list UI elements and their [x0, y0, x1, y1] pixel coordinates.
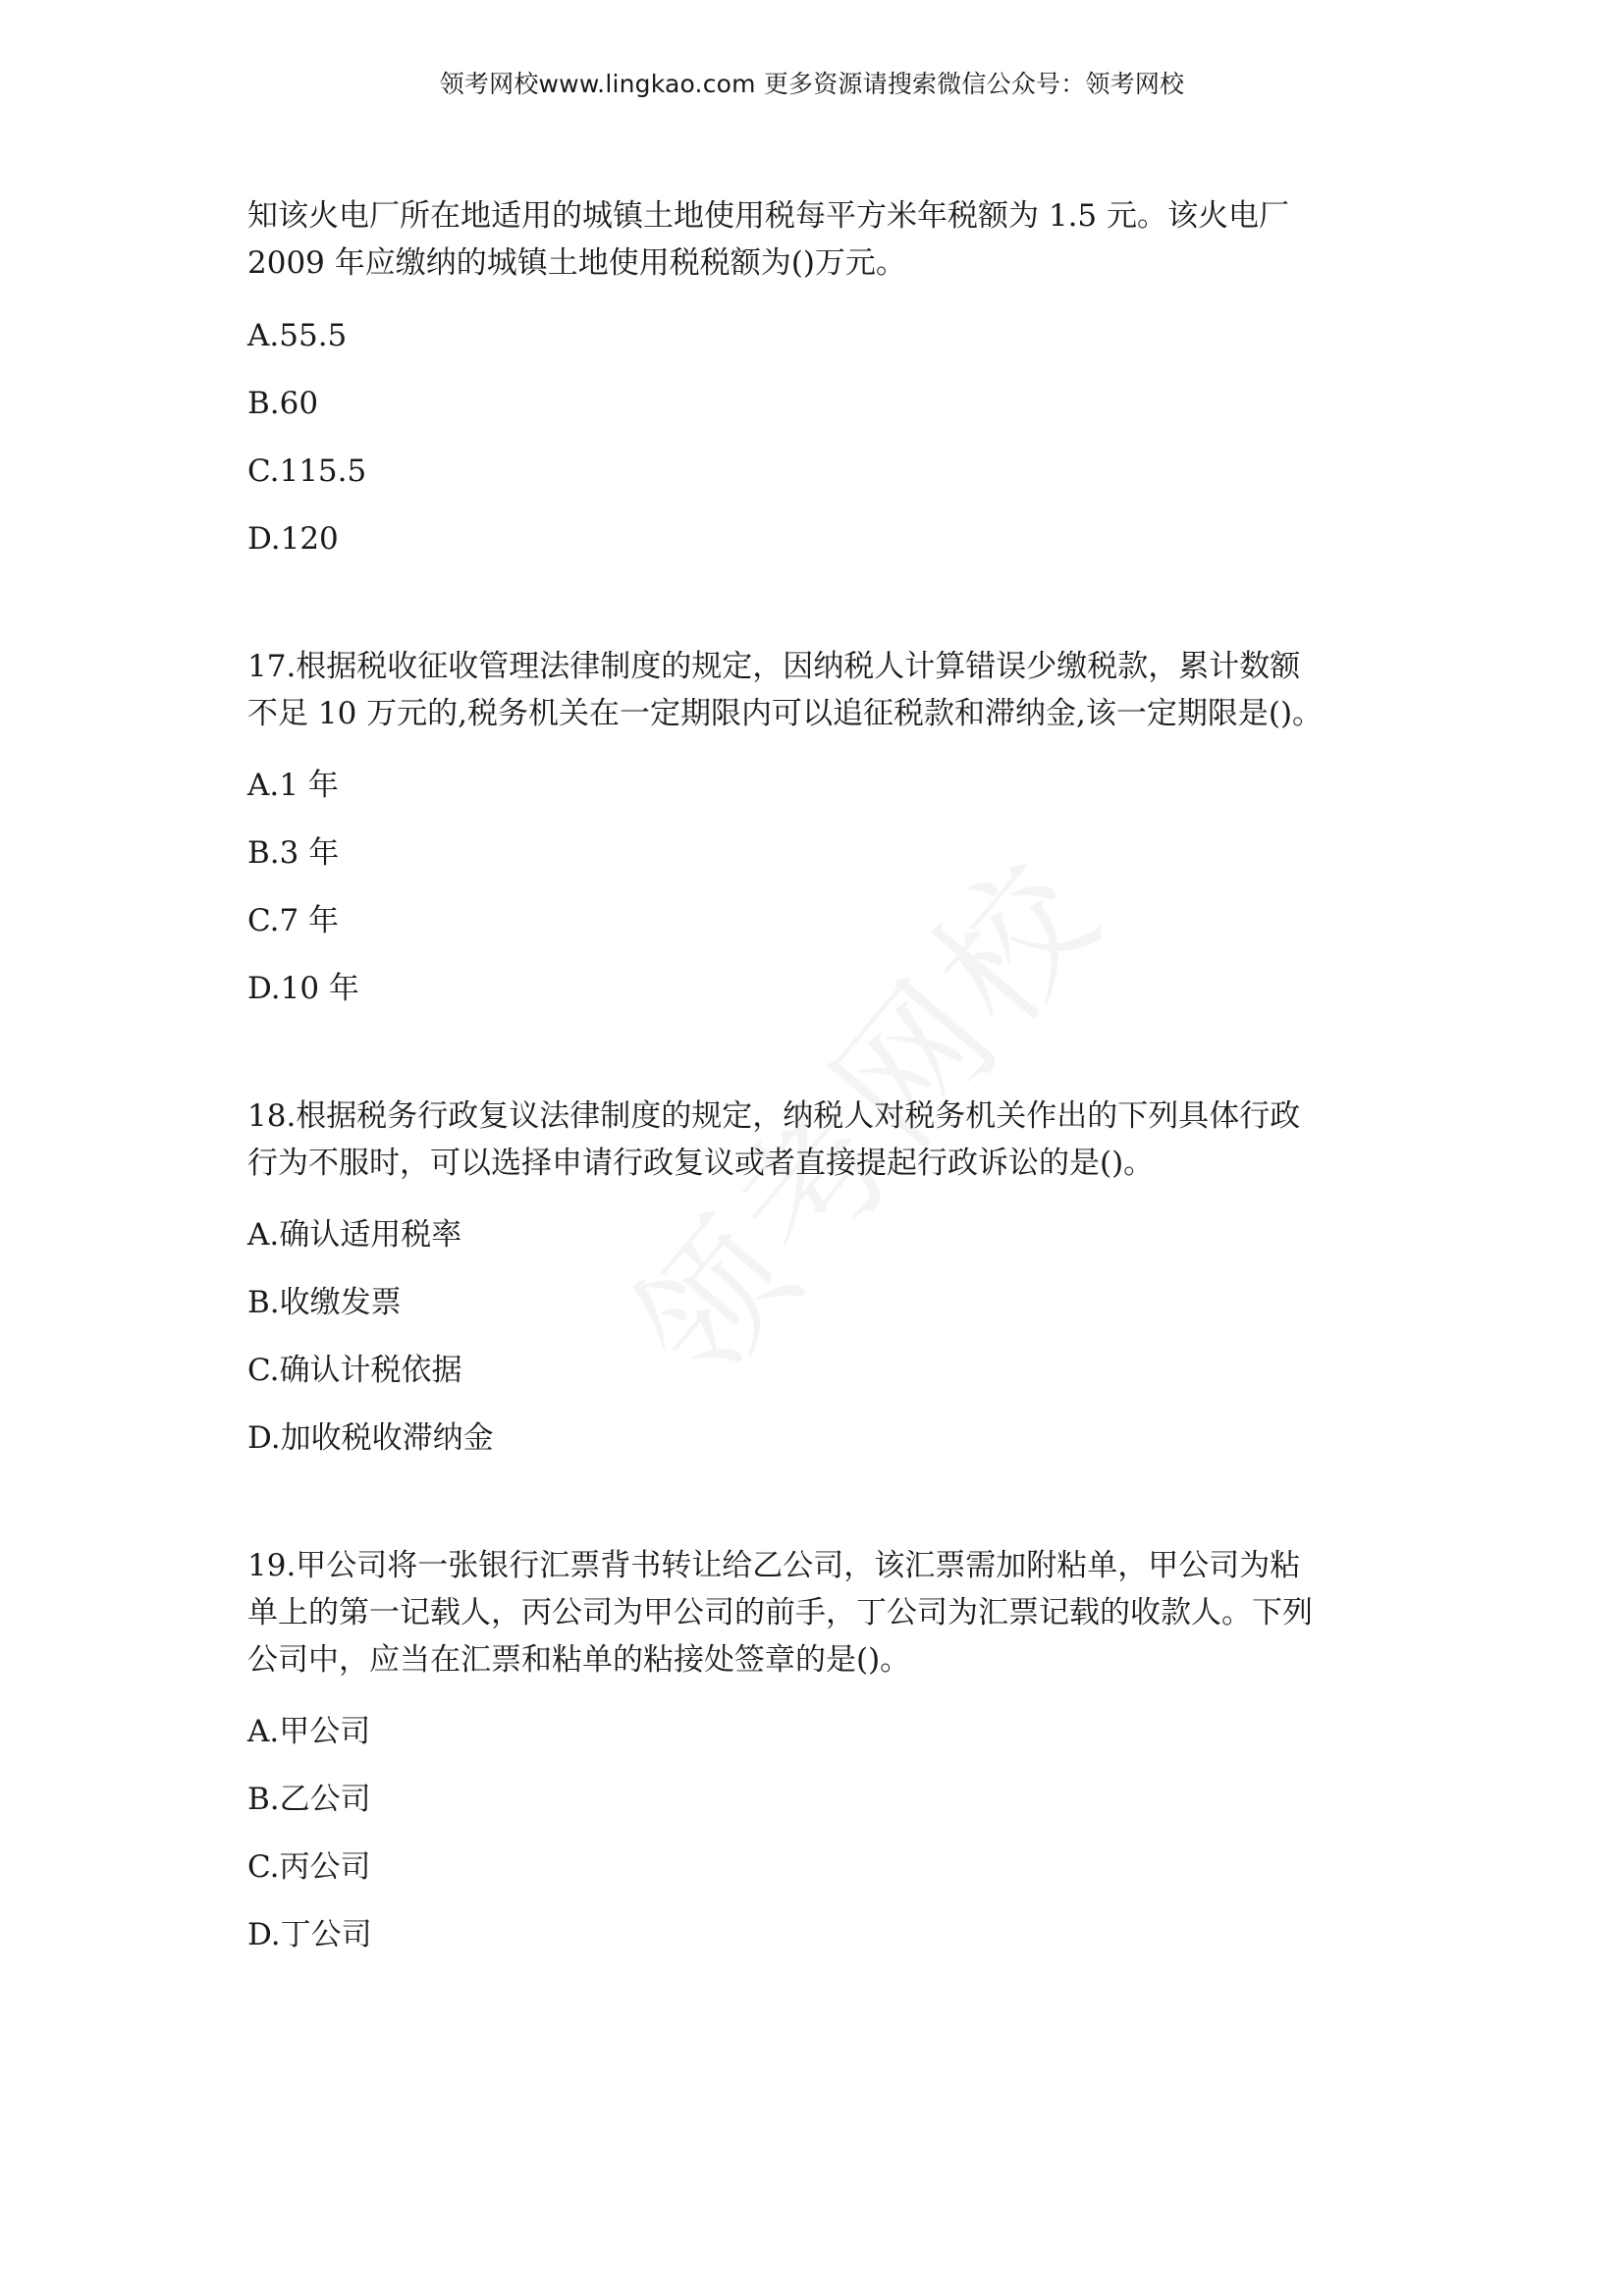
page-header: 领考网校www.lingkao.com 更多资源请搜索微信公众号：领考网校 — [439, 70, 1185, 98]
question-stem-line: 单上的第一记载人，丙公司为甲公司的前手，丁公司为汇票记载的收款人。下列 — [247, 1595, 1313, 1630]
question-18 — [247, 1093, 1406, 1458]
option-a: A.确认适用税率 — [247, 1217, 462, 1253]
option-b: B.60 — [247, 386, 319, 421]
question-stem-line: 2009 年应缴纳的城镇土地使用税税额为()万元。 — [247, 245, 906, 281]
question-stem-line: 18.根据税务行政复议法律制度的规定，纳税人对税务机关作出的下列具体行政 — [247, 1098, 1301, 1134]
option-c: C.确认计税依据 — [247, 1353, 462, 1388]
question-stem-line: 行为不服时，可以选择申请行政复议或者直接提起行政诉讼的是()。 — [247, 1146, 1155, 1181]
option-d: D.10 年 — [247, 971, 359, 1006]
question-stem-line: 知该火电厂所在地适用的城镇土地使用税每平方米年税额为 1.5 元。该火电厂 — [247, 198, 1290, 234]
document-body — [247, 192, 1406, 1954]
question-stem-line: 17.根据税收征收管理法律制度的规定，因纳税人计算错误少缴税款，累计数额 — [247, 649, 1301, 684]
question-stem-line: 19.甲公司将一张银行汇票背书转让给乙公司，该汇票需加附粘单，甲公司为粘 — [247, 1548, 1301, 1583]
option-b: B.乙公司 — [247, 1782, 371, 1817]
option-d: D.120 — [247, 521, 339, 557]
question-17 — [247, 643, 1406, 1008]
question-stem-line: 不足 10 万元的,税务机关在一定期限内可以追征税款和滞纳金,该一定期限是()。 — [247, 696, 1324, 731]
question-19 — [247, 1542, 1406, 1954]
option-d: D.加收税收滞纳金 — [247, 1420, 494, 1456]
option-c: C.115.5 — [247, 454, 367, 489]
option-a: A.甲公司 — [247, 1714, 371, 1749]
option-c: C.7 年 — [247, 903, 340, 938]
option-b: B.收缴发票 — [247, 1285, 402, 1320]
option-d: D.丁公司 — [247, 1917, 372, 1952]
question-stem-line: 公司中，应当在汇票和粘单的粘接处签章的是()。 — [247, 1642, 911, 1678]
option-b: B.3 年 — [247, 835, 340, 871]
option-c: C.丙公司 — [247, 1849, 371, 1885]
question-16-continuation — [247, 192, 1406, 559]
option-a: A.1 年 — [247, 768, 339, 803]
option-a: A.55.5 — [247, 318, 348, 353]
